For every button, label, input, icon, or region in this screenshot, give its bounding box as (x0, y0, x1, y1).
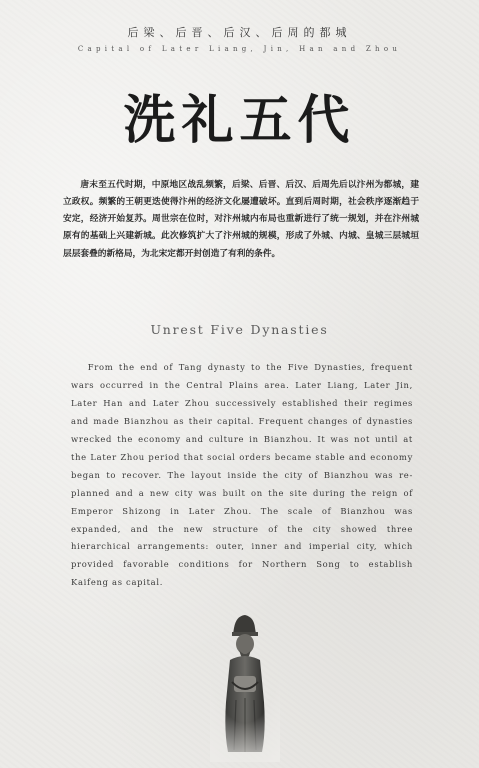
header-title-en: Capital of Later Liang, Jin, Han and Zhou (77, 45, 402, 53)
paragraph-cn: 唐末至五代时期，中原地区战乱频繁，后梁、后晋、后汉、后周先后以汴州为都城，建立政权。频繁的王朝更迭使得汴州的经济文化屡遭破坏。直到后周时期，社会秩序逐渐趋于安定，经济开始复苏。周世宗在位时，对汴州城内布局也重新进行了统一规划，并在汴州城原有的基础上兴建新城。此次修筑扩大了汴州城的规模，形成了外城、内城、皇城三层城垣层层套叠的新格局，为北宋定都开封创造了有利的条件。 (63, 179, 419, 259)
paragraph-en: From the end of Tang dynasty to the Five Dynasties, frequent wars occurred in the Central Plains area. Later Liang, Later Jin, Later Han and Later Zhou successively established their regimes and made Bianzhou as their capital. Frequent changes of dynasties wrecked the economy and culture in Bianzhou. It was not until at the Later Zhou period that social orders became stable and economy began to recover. The layout inside the city of Bianzhou was re-planned and a new city was built on the site during the reign of Emperor Shizong in Later Zhou. The scale of Bianzhou was expanded, and the new structure of the city showed three hierarchical arrangements: outer, inner and imperial city, which provided favorable conditions for Northern Song to establish Kaifeng as capital. (71, 362, 413, 588)
subtitle-en: Unrest Five Dynasties (150, 322, 329, 337)
statue-figure-image (210, 612, 280, 762)
header-title-cn: 后梁、后晋、后汉、后周的都城 (127, 26, 352, 39)
main-title: 洗礼五代 (123, 90, 356, 151)
